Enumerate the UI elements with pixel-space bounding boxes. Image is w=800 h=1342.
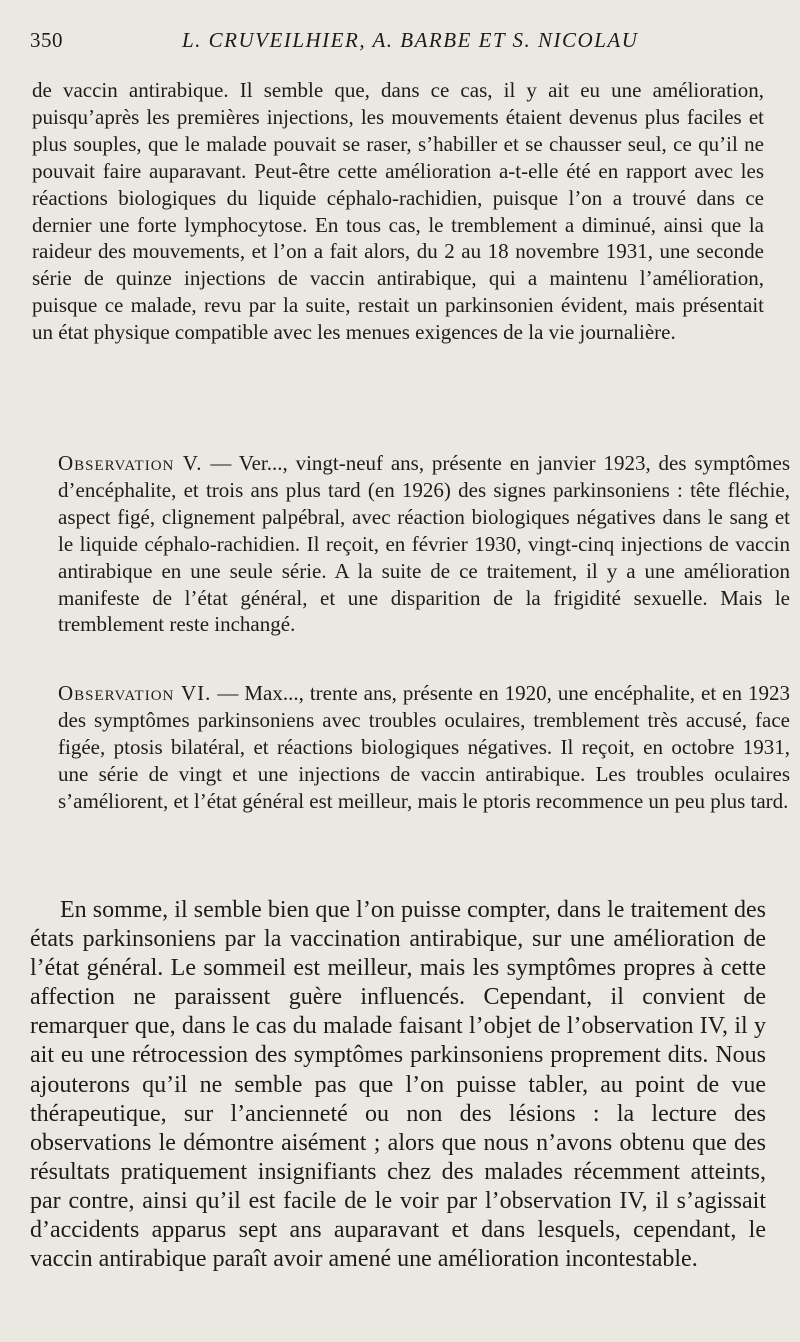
conclusion-paragraph	[30, 896, 766, 1274]
observation-v-label: Observation V.	[58, 451, 203, 475]
observation-v	[32, 450, 790, 638]
paragraph-text: de vaccin antirabique. Il semble que, dans ce cas, il y ait eu une amélioration, puisqu’après les premières injections, les mouvements étaient devenus plus faciles et plus souples, que le malade pouvait se raser, s’habiller et se chausser seul, ce qu’il ne pouvait faire auparavant. Peut-être cette amélioration a-t-elle été en rapport avec les réactions biologiques du liquide céphalo-rachidien, puisque l’on a trouvé dans ce dernier une forte lymphocytose. En tous cas, le tremblement a diminué, ainsi que la raideur des mouvements, et l’on a fait alors, du 2 au 18 novembre 1931, une seconde série de quinze injections de vaccin antirabique, qui a maintenu l’amélioration, puisque ce malade, revu par la suite, restait un parkinsonien évident, mais présentait un état physique compatible avec les menues exigences de la vie journalière.	[32, 78, 764, 345]
running-title: L. CRUVEILHIER, A. BARBE ET S. NICOLAU	[182, 28, 639, 52]
page-header	[30, 28, 760, 58]
observation-vi-label: Observation VI.	[58, 681, 212, 705]
observation-v-text: — Ver..., vingt-neuf ans, présente en janvier 1923, des symptômes d’encéphalite, et trois ans plus tard (en 1926) des signes parkinsoniens : tête fléchie, aspect figé, clignement palpébral, avec réaction biologiques négatives dans le sang et le liquide céphalo-rachidien. Il reçoit, en février 1930, vingt-cinq injections de vaccin antirabique en une seule série. A la suite de ce traitement, il y a une amélioration manifeste de l’état général, et une disparition de la frigidité sexuelle. Mais le tremblement reste inchangé.	[58, 451, 790, 637]
conclusion-text: En somme, il semble bien que l’on puisse compter, dans le traitement des états parkinsoniens par la vaccination antirabique, sur une amélioration de l’état général. Le sommeil est meilleur, mais les symptômes propres à cette affection ne paraissent guère influencés. Cependant, il convient de remarquer que, dans le cas du malade faisant l’objet de l’observation IV, il y ait eu une rétrocession des symptômes parkinsoniens proprement dits. Nous ajouterons qu’il ne semble pas que l’on puisse tabler, au point de vue thérapeutique, sur l’ancienneté ou non des lésions : la lecture des observations le démontre aisément ; alors que nous n’avons obtenu que des résultats pratiquement insignifiants chez des malades récemment atteints, par contre, ainsi qu’il est facile de le voir par l’observation IV, il s’agissait d’accidents apparus sept ans auparavant et dans lesquels, cependant, le vaccin antirabique paraît avoir amené une amélioration incontestable.	[30, 897, 766, 1273]
paragraph-continuation	[32, 77, 764, 346]
observation-vi-text: — Max..., trente ans, présente en 1920, une encéphalite, et en 1923 des symptômes parkinsoniens avec troubles oculaires, tremblement très accusé, face figée, ptosis bilatéral, et réactions biologiques négatives. Il reçoit, en octobre 1931, une série de vingt et une injections de vaccin antirabique. Les troubles oculaires s’améliorent, et l’état général est meilleur, mais le ptoris recommence un peu plus tard.	[58, 681, 790, 813]
observation-vi	[32, 680, 790, 815]
page-number: 350	[30, 28, 63, 52]
